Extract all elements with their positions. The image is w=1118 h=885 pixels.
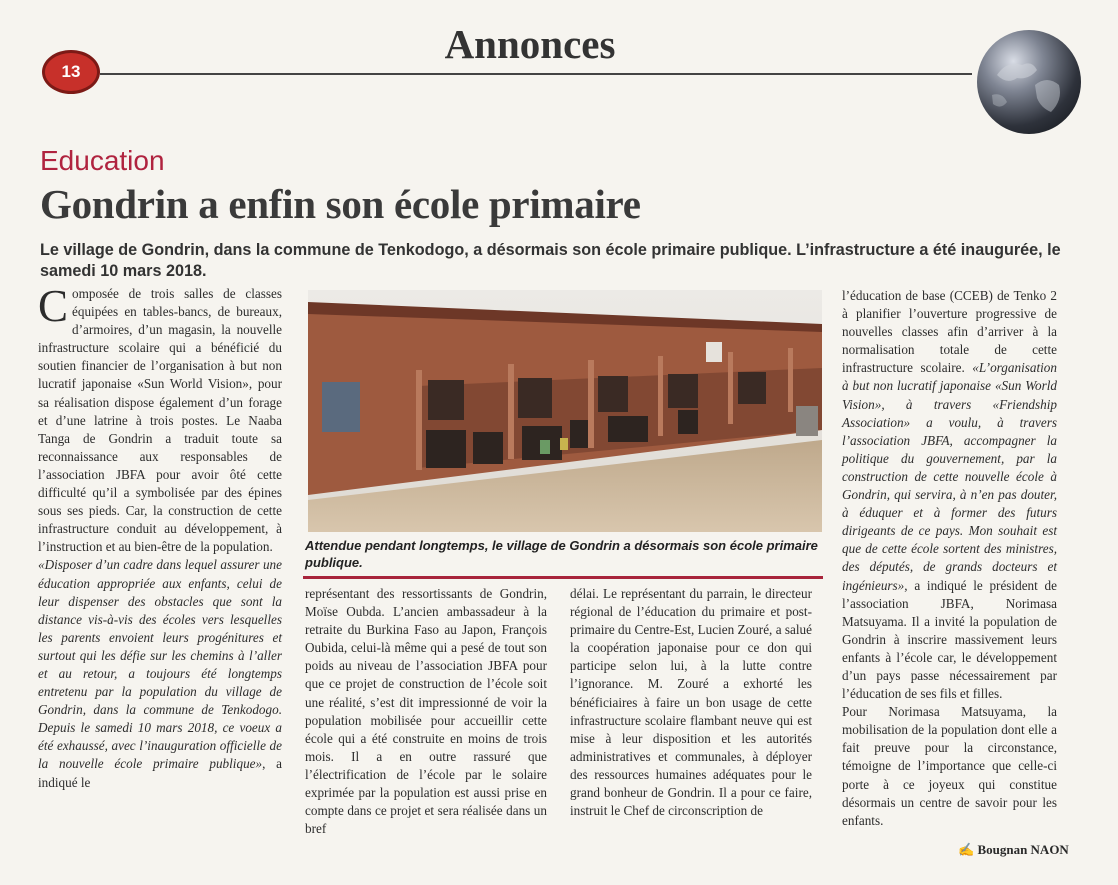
paragraph-text: , a indiqué le [38, 756, 282, 790]
school-photo [308, 290, 822, 532]
article-category: Education [40, 145, 165, 176]
article-byline [958, 842, 1069, 858]
paragraph [842, 287, 1057, 703]
page-number: 13 [61, 62, 81, 81]
article-lede: Le village de Gondrin, dans la commune de Tenkodogo, a désormais son école primaire publique. L’infrastructure a été inaugurée, le samedi 10 mars 2018. [40, 241, 1061, 280]
paragraph-text: omposée de trois salles de classes équipées en tables-bancs, de bureaux, d’armoires, d’un magasin, la nouvelle infrastructure scolaire qui a bénéficié du soutien financier de l’organisation à but non lucratif japonaise «Sun World Vision», pour sa réalisation dispose également d’un forage et d’une latrine à trois postes. Le Naaba Tanga de Gondrin a traduit toute sa reconnaissance aux responsables de l’association JBFA pour avoir ôté cette difficulté qu’il a symbolisée par des épines sous ses pieds. Car, la construction de cette infrastructure conduit au développement, à l’instruction et au bien-être de la population. [38, 286, 282, 555]
article-column-2 [305, 585, 547, 838]
header-divider [100, 73, 972, 75]
pen-icon: ✍ [958, 842, 978, 857]
caption-divider [303, 576, 823, 579]
article-column-3 [570, 585, 812, 820]
paragraph-text: délai. Le représentant du parrain, le directeur régional de l’éducation du primaire et post-primaire du Centre-Est, Lucien Zouré, a salué la coopération japonaise pour ce don qui participe selon lui, à la lutte contre l’ignorance. M. Zouré a exhorté les bénéficiaires à faire un bon usage de cette infrastructure scolaire flambant neuve qui est mise à leur disposition et les autorités administratives et communales, à déployer des ressources humaines adéquates pour le grand bonheur de Gondrin. Il a pour ce faire, instruit le Chef de circonscription de [570, 586, 812, 819]
rubric-title: Annonces [444, 21, 616, 67]
paragraph-text: Pour Norimasa Matsuyama, la mobilisation de la population dont elle a fait preuve pour la circonstance, témoigne de l’importance que celle-ci porte à ce joyeux qui constitue désormais un centre de savoir pour les enfants. [842, 704, 1057, 828]
paragraph-text: , a indiqué le président de l’association JBFA, Norimasa Matsuyama. Il a invité la population de Gondrin à inscrire massivement leurs enfants à l’école car, le développement d’un pays passe nécessairement par l’éducation de ses fils et filles. [842, 577, 1057, 702]
author-name: Bougnan NAON [977, 842, 1069, 857]
drop-cap: C [38, 281, 69, 331]
article-column-4 [842, 287, 1057, 830]
photo-caption: Attendue pendant longtemps, le village de Gondrin a désormais son école primaire publique. [305, 538, 818, 570]
quote-text: «Disposer d’un cadre dans lequel assurer une éducation appropriée aux enfants, celui de leur dispenser des obstacles que sont la distance vis-à-vis des écoles vers lesquelles les parents envoient leurs progénitures et surtout qui les défie sur les chemins à l’aller et au retour, a toujours été longtemps entretenu par la population du village de Gondrin, dans la commune de Tenkodogo. Depuis le samedi 10 mars 2018, ce voeux a été exhaussé, avec l’inauguration officielle de la nouvelle école primaire publique» [38, 557, 282, 772]
quote-text: «L’organisation à but non lucratif japonaise «Sun World Vision», à travers «Friendship Association» a voulu, à travers l’association JBFA, accompagner la politique du gouvernement, par la construction de cette nouvelle école à Gondrin, qui servira, à n’en pas douter, à éduquer et à former des futurs dirigeants de ce pays. Mon souhait est que de cette école sortent des ministres, des députés, de grands docteurs et ingénieurs» [842, 360, 1057, 593]
article-column-1 [38, 281, 282, 792]
paragraph [38, 281, 282, 556]
paragraph [38, 556, 282, 791]
paragraph-text: représentant des ressortissants de Gondrin, Moïse Oubda. L’ancien ambassadeur à la retraite du Burkina Faso au Japon, François Oubida, celui-là même qui a pesé de tout son poids au niveau de l’association JBFA pour que ce projet de construction de l’école soit une réalité, s’est dit impressionné de voir la population mobilisée pour accueillir cette école qui a été construite en moins de trois mois. Il a en outre rassuré que l’électrification de l’école par le solaire exprimée par la population est aussi prise en compte dans ce projet et sera réalisée dans un bref [305, 586, 547, 837]
paragraph-text: l’éducation de base (CCEB) de Tenko 2 à planifier l’ouverture progressive de nouvelles classes afin d’arriver à la normalisation totale de cette infrastructure scolaire. [842, 288, 1057, 376]
article-headline: Gondrin a enfin son école primaire [40, 181, 641, 227]
globe-icon [977, 30, 1081, 134]
